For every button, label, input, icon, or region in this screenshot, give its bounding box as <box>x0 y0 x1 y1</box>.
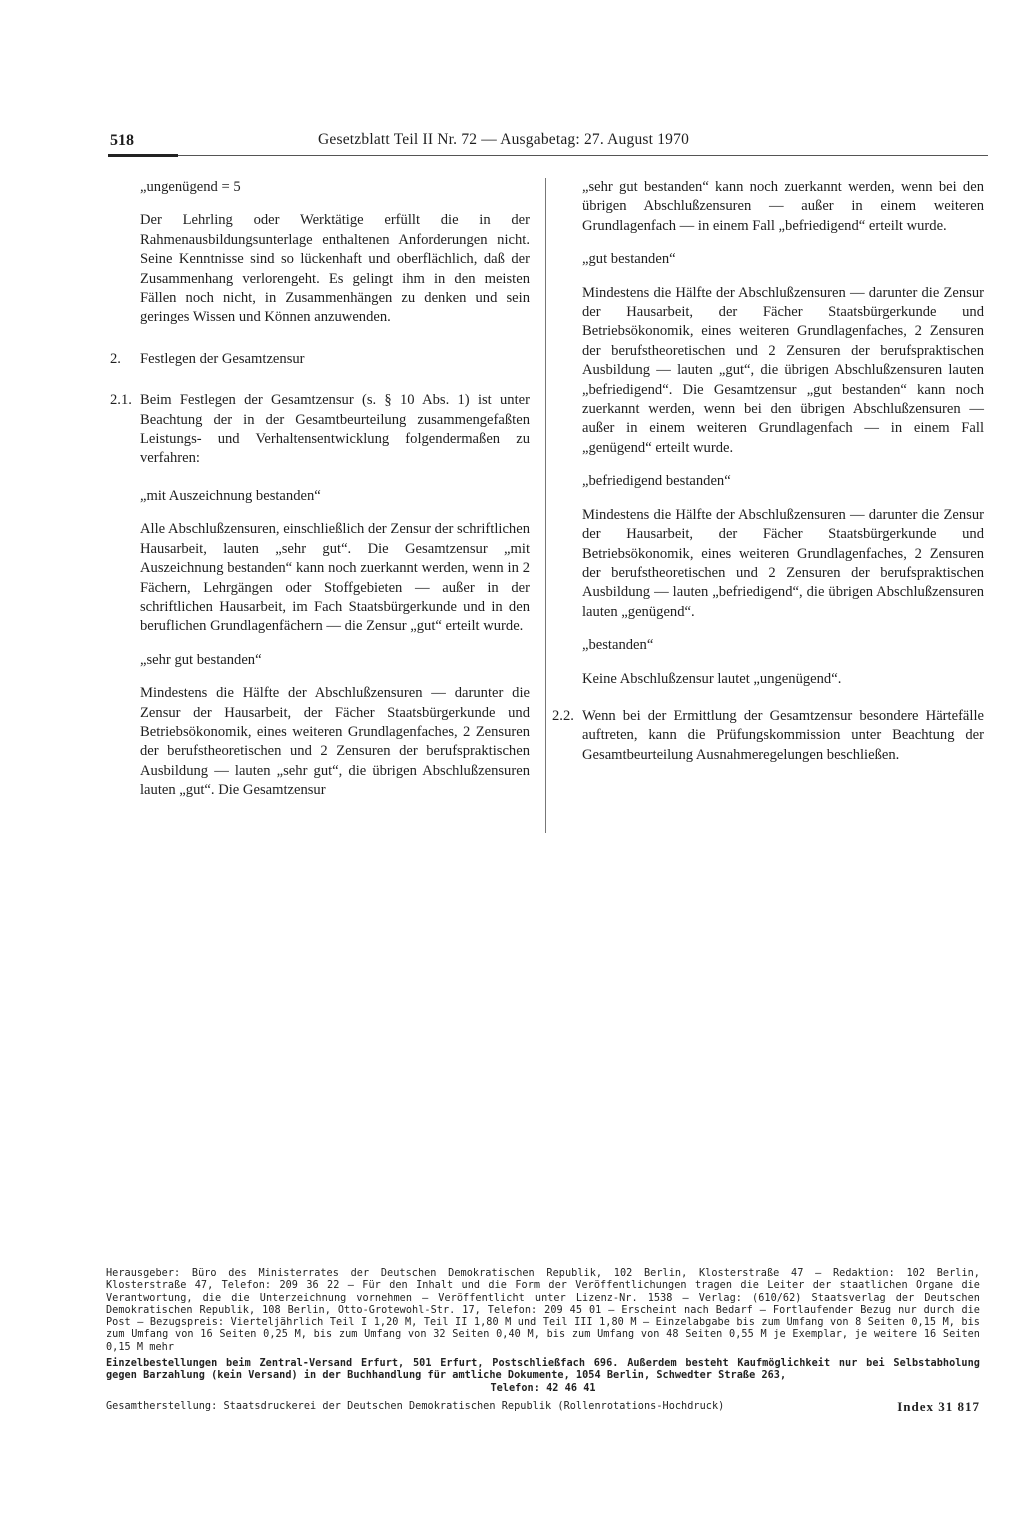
header-rule <box>178 155 988 156</box>
grade-text-gut: Mindestens die Hälfte der Abschlußzensuren — darunter die Zensur der Hausarbeit, der Fächer Staatsbürgerkunde und Betriebsökonomik, eines weiteren Grundlagenfaches, 2 Zensuren der berufstheoretischen und 2 Zensuren der berufspraktischen Ausbildung — lauten „gut“, die übrigen Abschlußzensuren lauten „befriedigend“. Die Gesamtzensur „gut bestanden“ kann noch zuerkannt werden, wenn bei den übrigen Abschlußzensuren — außer in einem weiteren Grundlagenfach — in einem Fall „genügend“ erteilt wurde. <box>582 284 984 456</box>
grade-text-mit-auszeichnung: Alle Abschlußzensuren, einschließlich der Zensur der schriftlichen Hausarbeit, lauten „sehr gut“. Die Gesamtzensur „mit Auszeichnung bestanden“ kann noch zuerkannt werden, wenn in 2 Fächern, Lehrgängen oder Stoffgebieten — außer in der schriftlichen Hausarbeit, im Fach Staatsbürgerkunde und in den beruflichen Grundlagenfächern — die Zensur „gut“ erteilt wurde. <box>140 521 530 635</box>
page-number: 518 <box>110 132 134 149</box>
grade-heading-gut: „gut bestanden“ <box>582 251 676 268</box>
grade-heading-mit-auszeichnung: „mit Auszeichnung bestanden“ <box>140 487 321 504</box>
grade-heading-ungenuegend: „ungenügend = 5 <box>140 179 241 195</box>
grade-text-sehr-gut: Mindestens die Hälfte der Abschlußzensuren — darunter die Zensur der Hausarbeit, der Fächer Staatsbürgerkunde und Betriebsökonomik, eines weiteren Grundlagenfaches, 2 Zensuren der berufstheoretischen und 2 Zensuren der berufspraktischen Ausbildung — lauten „sehr gut“, die übrigen Abschlußzensuren lauten „gut“. Die Gesamtzensur <box>140 685 530 799</box>
grade-heading-befriedigend: „befriedigend bestanden“ <box>582 473 731 490</box>
section-2-2 <box>552 707 984 765</box>
imprint-phone: Telefon: 42 46 41 <box>490 1382 596 1394</box>
section-2-1 <box>110 391 530 469</box>
grade-text-ungenuegend: Der Lehrling oder Werktätige erfüllt die in der Rahmenausbildungsunterlage enthaltenen Anforderungen nicht. Seine Kenntnisse sind so lückenhaft und oberflächlich, daß der Zusammenhang verlorengeht. Es gelingt ihm in den meisten Fällen noch nicht, in Zusammenhängen zu denken und sein geringes Wissen und Können anzuwenden. <box>140 212 530 326</box>
section-text: Beim Festlegen der Gesamtzensur (s. § 10 Abs. 1) ist unter Beachtung der in der Gesamtbeurteilung zusammengefaßten Leistungs- und Verhaltensentwicklung folgendermaßen zu verfahren: <box>140 392 530 467</box>
left-column <box>110 178 530 801</box>
grade-heading-bestanden: „bestanden“ <box>582 637 654 654</box>
right-column <box>552 178 984 765</box>
section-number: 2.2. <box>552 707 574 724</box>
grade-heading-sehr-gut: „sehr gut bestanden“ <box>140 651 262 668</box>
header-rule-thick <box>108 154 178 157</box>
section-number: 2.1. <box>110 392 132 409</box>
gazette-header-title: Gesetzblatt Teil II Nr. 72 — Ausgabetag: 27. August 1970 <box>318 131 690 148</box>
grade-text-sehr-gut-continued: „sehr gut bestanden“ kann noch zuerkannt werden, wenn bei den übrigen Abschlußzensuren — außer in einem weiteren Grundlagenfach — in einem Fall „befriedigend“ erteilt wurde. <box>582 179 984 234</box>
imprint-publisher: Herausgeber: Büro des Ministerrates der Deutschen Demokratischen Republik, 102 Berlin, Klosterstraße 47 — Redaktion: 102 Berlin, Klosterstraße 47, Telefon: 209 36 22 — Für den Inhalt und die Form der Veröffentlichungen tragen die Leiter der staatlichen Organe die Verantwortung, die die Unterzeichnung vornehmen — Veröffentlicht unter Lizenz-Nr. 1538 — Verlag: (610/62) Staatsverlag der Deutschen Demokratischen Republik, 108 Berlin, Otto-Grotewohl-Str. 17, Telefon: 209 45 01 — Erscheint nach Bedarf — Fortlaufender Bezug nur durch die Post — Bezugspreis: Vierteljährlich Teil I 1,20 M, Teil II 1,80 M und Teil III 1,80 M — Einzelabgabe bis zum Umfang von 8 Seiten 0,15 M, bis zum Umfang von 16 Seiten 0,25 M, bis zum Umfang von 32 Seiten 0,40 M, bis zum Umfang von 48 Seiten 0,55 M je Exemplar, je weitere 16 Seiten 0,15 M mehr <box>106 1268 980 1353</box>
grade-text-befriedigend: Mindestens die Hälfte der Abschlußzensuren — darunter die Zensur der Hausarbeit, der Fächer Staatsbürgerkunde und Betriebsökonomik, eines weiteren Grundlagenfaches, 2 Zensuren der berufstheoretischen und 2 Zensuren der berufspraktischen Ausbildung — lauten „befriedigend“, die übrigen Abschlußzensuren lauten „genügend“. <box>582 506 984 620</box>
section-2 <box>110 350 530 369</box>
grade-text-bestanden: Keine Abschlußzensur lautet „ungenügend“. <box>582 670 842 687</box>
index-number: Index 31 817 <box>897 1398 980 1414</box>
imprint-footer <box>106 1398 980 1414</box>
section-title: Festlegen der Gesamtzensur <box>140 350 305 367</box>
imprint-printer: Gesamtherstellung: Staatsdruckerei der Deutschen Demokratischen Republik (Rollenrotations-Hochdruck) <box>106 1400 725 1412</box>
section-number: 2. <box>110 350 121 367</box>
column-divider <box>545 178 546 833</box>
section-text: Wenn bei der Ermittlung der Gesamtzensur besondere Härtefälle auftreten, kann die Prüfungskommission unter Beachtung der Gesamtbeurteilung Ausnahmeregelungen beschließen. <box>582 707 984 763</box>
imprint-orders: Einzelbestellungen beim Zentral-Versand Erfurt, 501 Erfurt, Postschließfach 696. Außerdem besteht Kaufmöglichkeit nur bei Selbstabholung gegen Barzahlung (kein Versand) in der Buchhandlung für amtliche Dokumente, 1054 Berlin, Schwedter Straße 263, <box>106 1358 980 1382</box>
imprint <box>106 1268 980 1413</box>
